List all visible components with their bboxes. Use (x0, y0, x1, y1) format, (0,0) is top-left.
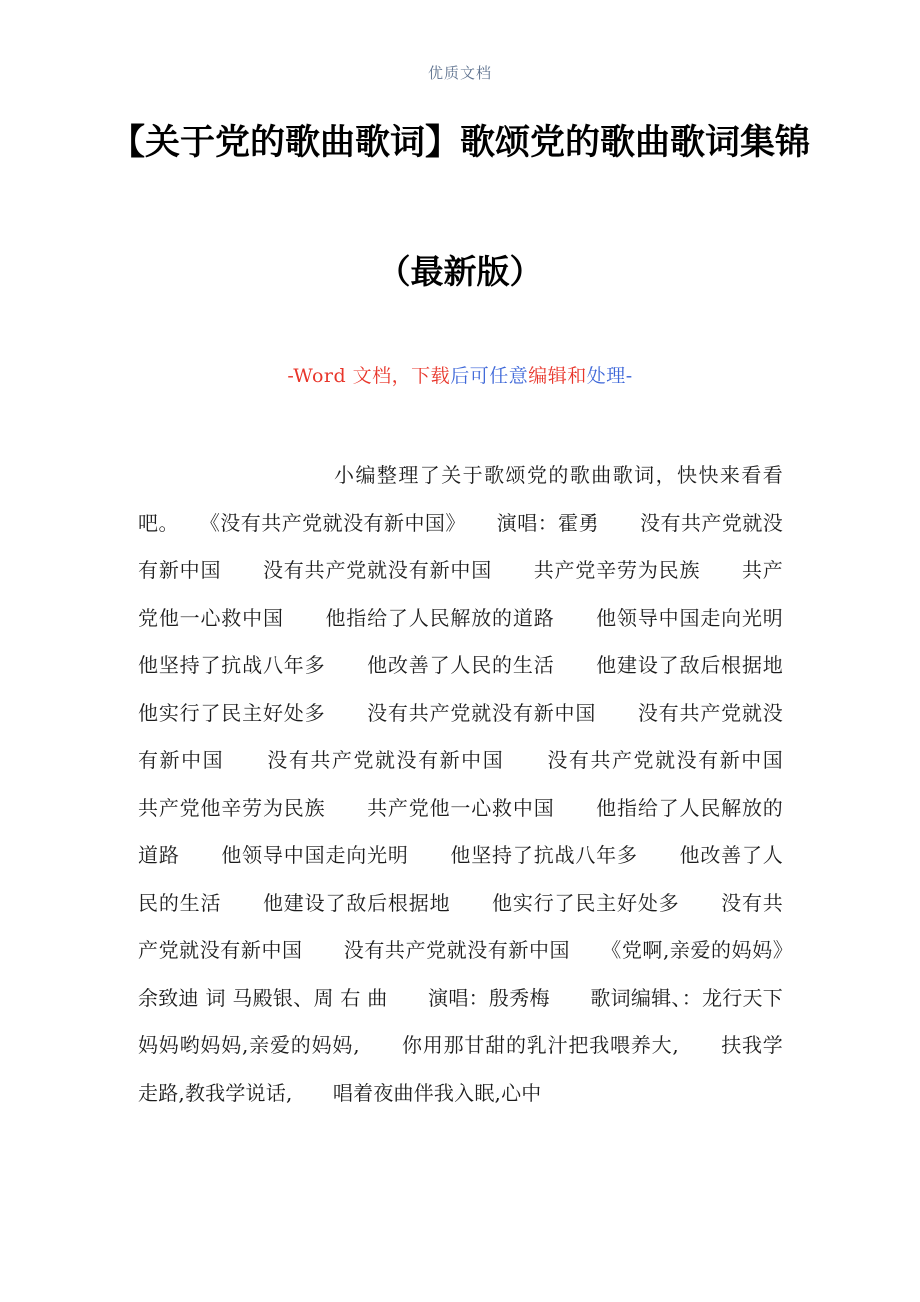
notice-segment-5: 和 (567, 365, 587, 387)
subtitle-block (110, 248, 810, 296)
body-paragraph: 小编整理了关于歌颂党的歌曲歌词，快快来看看吧。 《没有共产党就没有新中国》 演唱：霍勇 没有共产党就没有新中国 没有共产党就没有新中国 共产党辛劳为民族 共产党他一心救中国 他指给了人民解放的道路 他领导中国走向光明 他坚持了抗战八年多 他改善了人民的生活 他建设了敌后根据地 他实行了民主好处多 没有共产党就没有新中国 没有共产党就没有新中国 没有共产党就没有新中国 没有共产党就没有新中国 共产党他辛劳为民族 共产党他一心救中国 他指给了人民解放的道路 他领导中国走向光明 他坚持了抗战八年多 他改善了人民的生活 他建设了敌后根据地 他实行了民主好处多 没有共产党就没有新中国 没有共产党就没有新中国 《党啊,亲爱的妈妈》 余致迪 词 马殿银、周 右 曲 演唱：殷秀梅 歌词编辑、：龙行天下 妈妈哟妈妈,亲爱的妈妈, 你用那甘甜的乳汁把我喂养大, 扶我学走路,教我学说话, 唱着夜曲伴我入眠,心中 (138, 463, 824, 1105)
body-block (138, 452, 824, 1117)
notice-segment-3: 编辑 (528, 365, 568, 387)
notice-segment-6: 处理- (586, 365, 633, 387)
notice-block (110, 362, 810, 390)
running-header (138, 62, 782, 84)
page-title: 【关于党的歌曲歌词】歌颂党的歌曲歌词集锦 (110, 122, 811, 163)
notice-segment-1: -Word 文档，下载 (287, 365, 451, 387)
page-subtitle: （最新版） (377, 252, 543, 291)
title-block (110, 117, 810, 169)
notice-segment-2: 后可任意 (450, 365, 529, 387)
editable-notice (110, 362, 810, 390)
running-header-text: 优质文档 (427, 64, 492, 82)
